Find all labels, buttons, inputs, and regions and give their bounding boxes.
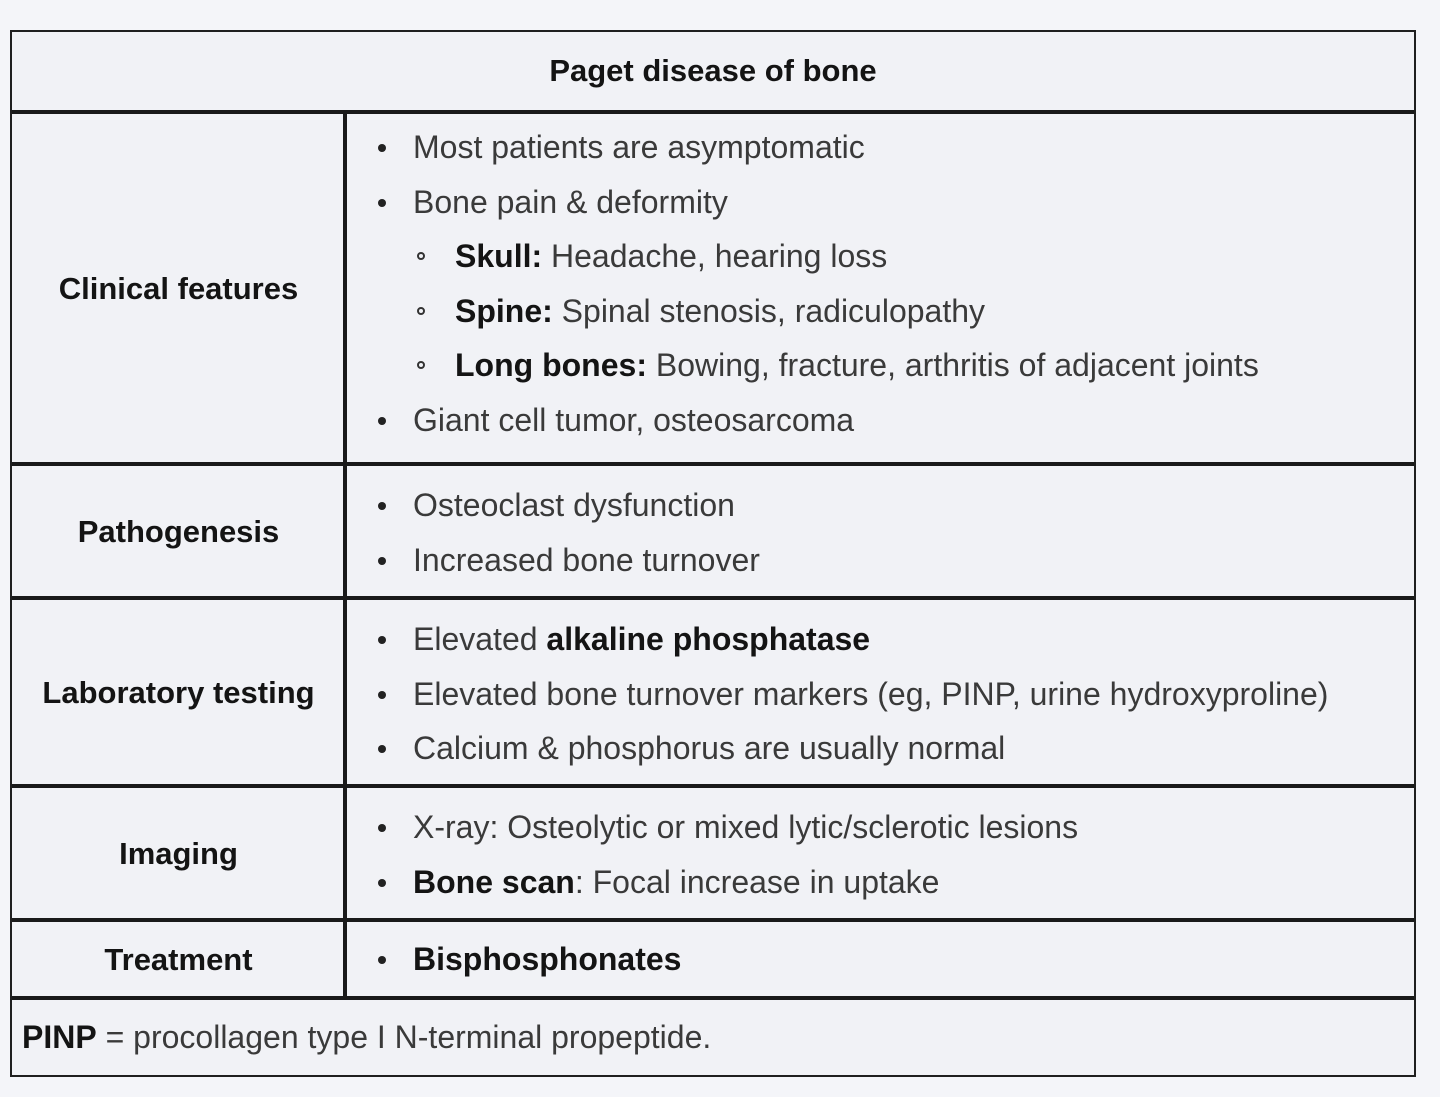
list-item: Elevated bone turnover markers (eg, PINP, urine hydroxyproline) — [363, 667, 1414, 722]
row-label-clinical-features: Clinical features — [58, 271, 299, 306]
list-item: Elevated alkaline phosphatase — [363, 612, 1414, 667]
row-pathogenesis — [12, 462, 1414, 598]
row-laboratory-testing — [12, 596, 1414, 786]
row-treatment — [12, 918, 1414, 998]
cell-laboratory-testing — [347, 600, 1414, 786]
table-footnote: PINP = procollagen type I N-terminal propeptide. — [12, 996, 1414, 1075]
list-item: X-ray: Osteolytic or mixed lytic/sclerotic lesions — [363, 800, 1414, 855]
row-label-treatment: Treatment — [104, 942, 253, 977]
cell-treatment — [347, 922, 1414, 998]
list-item: Bone scan: Focal increase in uptake — [363, 855, 1414, 910]
list-item: Giant cell tumor, osteosarcoma — [363, 393, 1414, 448]
clinical-features-list — [363, 120, 1414, 447]
laboratory-testing-list — [363, 612, 1414, 776]
sub-list-item: Long bones: Bowing, fracture, arthritis of adjacent joints — [363, 338, 1414, 393]
sub-list-item: Spine: Spinal stenosis, radiculopathy — [363, 284, 1414, 339]
cell-pathogenesis — [347, 466, 1414, 598]
row-label-laboratory-testing: Laboratory testing — [42, 675, 315, 710]
paget-disease-table — [10, 30, 1416, 1077]
imaging-list — [363, 800, 1414, 909]
list-item: Calcium & phosphorus are usually normal — [363, 721, 1414, 776]
cell-imaging — [347, 788, 1414, 920]
row-label-imaging: Imaging — [119, 836, 238, 871]
sub-list-item: Skull: Headache, hearing loss — [363, 229, 1414, 284]
list-item: Most patients are asymptomatic — [363, 120, 1414, 175]
row-clinical-features — [12, 110, 1414, 464]
cell-clinical-features — [347, 114, 1414, 464]
table-title: Paget disease of bone — [549, 53, 877, 88]
list-item: Bone pain & deformity — [363, 175, 1414, 230]
row-label-pathogenesis: Pathogenesis — [77, 514, 280, 549]
pathogenesis-list — [363, 478, 1414, 587]
row-imaging — [12, 784, 1414, 920]
list-item: Bisphosphonates — [363, 932, 1414, 987]
list-item: Increased bone turnover — [363, 533, 1414, 588]
list-item: Osteoclast dysfunction — [363, 478, 1414, 533]
treatment-list — [363, 932, 1414, 987]
